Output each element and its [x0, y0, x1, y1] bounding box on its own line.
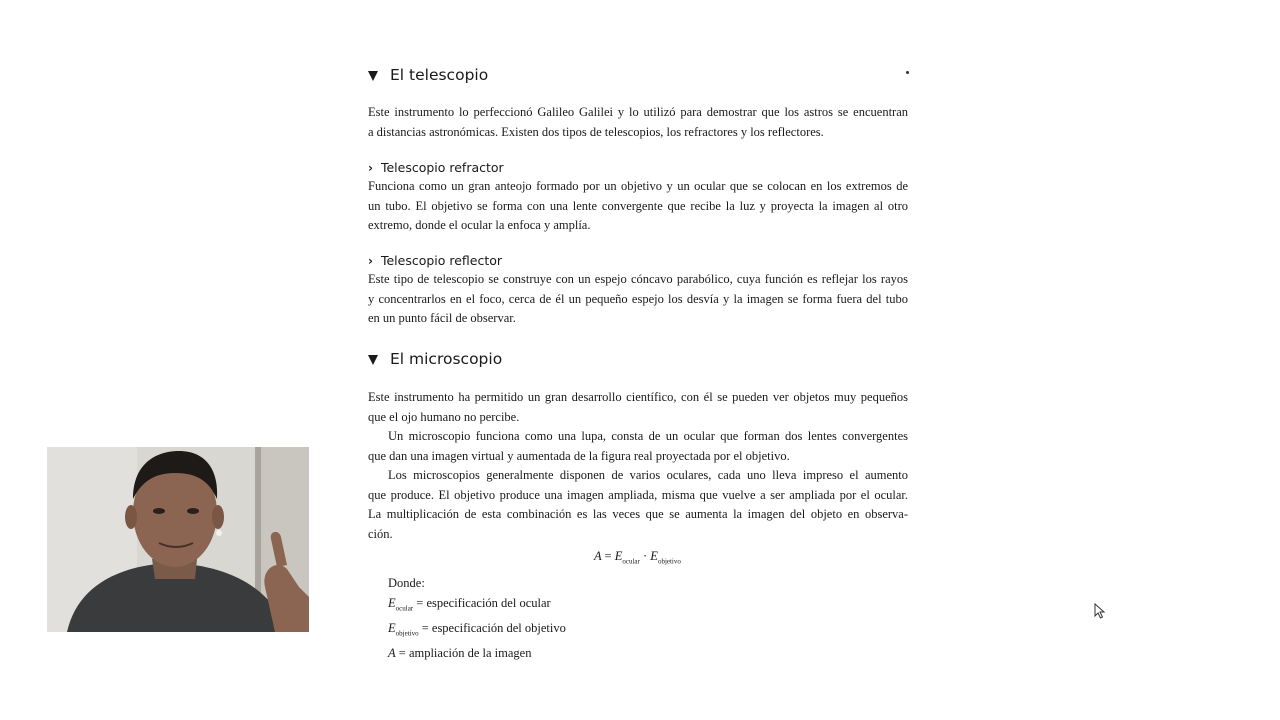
- text-line: y concentrarlos en el foco, cerca de él un pequeño espejo los desvía y la imagen se forma fuera del tubo: [368, 291, 908, 306]
- heading-microscope-text: El microscopio: [390, 350, 503, 368]
- legend-where: Donde:: [388, 576, 425, 590]
- presenter-video-feed: [47, 447, 309, 632]
- text-line: Un microscopio funciona como una lupa, consta de un ocular que forman dos lentes convergentes: [388, 429, 908, 443]
- triangle-bullet-icon: [368, 71, 378, 81]
- text-line: que produce. El objetivo produce una imagen ampliada, misma que vuelve a ser ampliada por el ocular.: [368, 487, 908, 502]
- text-line: que dan una imagen virtual y aumentada de la figura real proyectada por el objetivo.: [368, 448, 790, 463]
- text-line: un tubo. El objetivo se forma con una lente convergente que recibe la luz y proyecta la imagen al otro: [368, 198, 908, 213]
- paragraph-microscope-3: [368, 466, 908, 544]
- subheading-reflector-text: Telescopio reflector: [380, 253, 503, 268]
- formula-dot: ·: [643, 549, 648, 563]
- subheading-refractor-text: Telescopio refractor: [380, 160, 504, 175]
- text-line: a distancias astronómicas. Existen dos tipos de telescopios, los refractores y los reflectores.: [368, 124, 824, 139]
- chevron-right-icon: ›: [368, 254, 373, 268]
- legend-ocular: $E_{ocular}$ = especificación del ocular: [388, 595, 551, 612]
- heading-telescope-text: El telescopio: [390, 66, 489, 84]
- formula-lhs: A: [594, 549, 602, 563]
- stray-mark: [906, 71, 909, 74]
- paragraph-telescope-intro: [368, 103, 908, 142]
- text-line: que el ojo humano no percibe.: [368, 409, 520, 424]
- text-line: Funciona como un gran anteojo formado por un objetivo y un ocular que se colocan en los extremos de: [368, 179, 908, 193]
- mouse-pointer-icon: [1094, 603, 1106, 624]
- text-line: extremo, donde el ocular la enfoca y amplía.: [368, 218, 591, 232]
- formula-e-objetivo: $E_{objetivo}$: [650, 549, 681, 566]
- text-line: Este tipo de telescopio se construye con un espejo cóncavo parabólico, cuya función es reflejar los rayos: [368, 272, 908, 286]
- paragraph-microscope-2: [368, 427, 908, 466]
- paragraph-microscope-1: [368, 388, 908, 427]
- triangle-bullet-icon: [368, 355, 378, 365]
- formula-e-ocular: $E_{ocular}$: [614, 549, 640, 566]
- paragraph-refractor: [368, 177, 908, 236]
- subheading-reflector: [368, 253, 502, 268]
- heading-telescope: [368, 66, 488, 84]
- text-line: La multiplicación de esta combinación es las veces que se aumenta la imagen del objeto en observa-: [368, 507, 908, 521]
- chevron-right-icon: ›: [368, 161, 373, 175]
- legend-amplification: A = ampliación de la imagen: [388, 645, 532, 660]
- paragraph-reflector: [368, 270, 908, 329]
- text-line: Este instrumento lo perfeccionó Galileo Galilei y lo utilizó para demostrar que los astros se encuentran: [368, 105, 908, 119]
- text-line: Los microscopios generalmente disponen de varios oculares, cada uno lleva impreso el aumento: [388, 468, 908, 482]
- text-line: en un punto fácil de observar.: [368, 311, 516, 325]
- magnification-formula: [594, 549, 681, 566]
- legend-objetivo: $E_{objetivo}$ = especificación del objetivo: [388, 620, 566, 637]
- text-line: Este instrumento ha permitido un gran desarrollo científico, con él se pueden ver objetos muy pequeños: [368, 390, 908, 404]
- formula-legend: [388, 574, 566, 663]
- heading-microscope: [368, 350, 502, 368]
- webcam-overlay: [47, 447, 309, 632]
- formula-equals: =: [604, 549, 612, 563]
- text-line: ción.: [368, 526, 393, 541]
- subheading-refractor: [368, 160, 504, 175]
